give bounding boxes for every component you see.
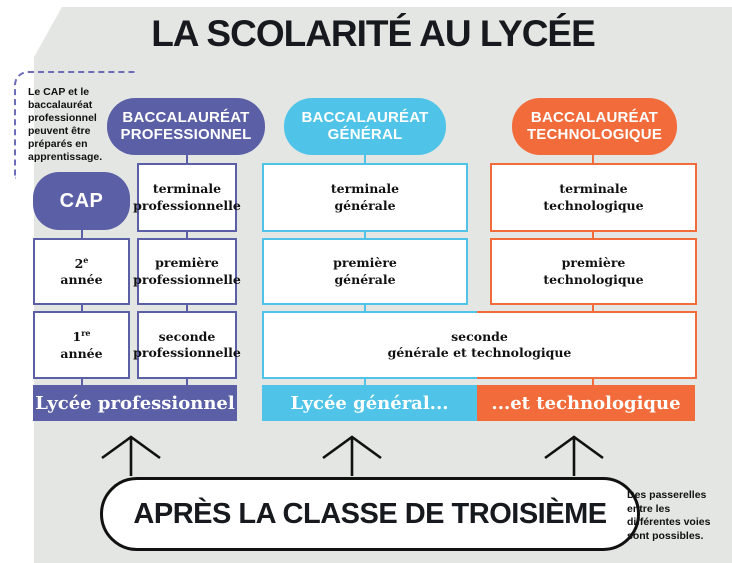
box-premiere-technologique: première technologique	[490, 238, 697, 305]
box-terminale-generale: terminale générale	[262, 163, 468, 232]
box-seconde-generale-technologique: seconde générale et technologique	[262, 311, 697, 379]
box-premiere-professionnelle: première professionnelle	[137, 238, 237, 305]
badge-label: BACCALAURÉAT PROFESSIONNEL	[120, 108, 252, 143]
connector-line	[186, 155, 188, 163]
box-premiere-generale: première générale	[262, 238, 468, 305]
box-terminale-professionnelle: terminale professionnelle	[137, 163, 237, 232]
box-cap-1re-annee: 1re année	[33, 311, 130, 379]
up-arrow-icon	[317, 430, 387, 476]
up-arrow-icon	[96, 430, 166, 476]
box-terminale-technologique: terminale technologique	[490, 163, 697, 232]
badge-label: BACCALAURÉAT GÉNÉRAL	[301, 108, 429, 143]
footer-lycee-professionnel: Lycée professionnel	[33, 385, 237, 421]
connector-line	[592, 155, 594, 163]
badge-bac-professionnel	[107, 98, 265, 155]
box-cap-2e-annee: 2e année	[33, 238, 130, 305]
box-seconde-professionnelle: seconde professionnelle	[137, 311, 237, 379]
footer-lycee-general: Lycée général...	[262, 385, 477, 421]
badge-label: CAP	[59, 189, 104, 212]
connector-line	[364, 155, 366, 163]
apprentissage-note: Le CAP et le baccalauréat professionnel peuvent être préparés en apprentissage.	[28, 86, 103, 164]
apres-troisieme-label: APRÈS LA CLASSE DE TROISIÈME	[133, 497, 607, 530]
badge-bac-general	[284, 98, 446, 155]
passerelles-note: Des passerelles entre les différentes voies sont possibles.	[627, 489, 711, 542]
apres-troisieme-box	[100, 477, 640, 551]
badge-label: BACCALAURÉAT TECHNOLOGIQUE	[526, 108, 663, 143]
connector-line	[81, 230, 83, 238]
badge-cap	[33, 172, 130, 230]
footer-et-technologique: ...et technologique	[477, 385, 695, 421]
up-arrow-icon	[539, 430, 609, 476]
badge-bac-technologique	[512, 98, 677, 155]
page-title: LA SCOLARITÉ AU LYCÉE	[151, 13, 595, 54]
